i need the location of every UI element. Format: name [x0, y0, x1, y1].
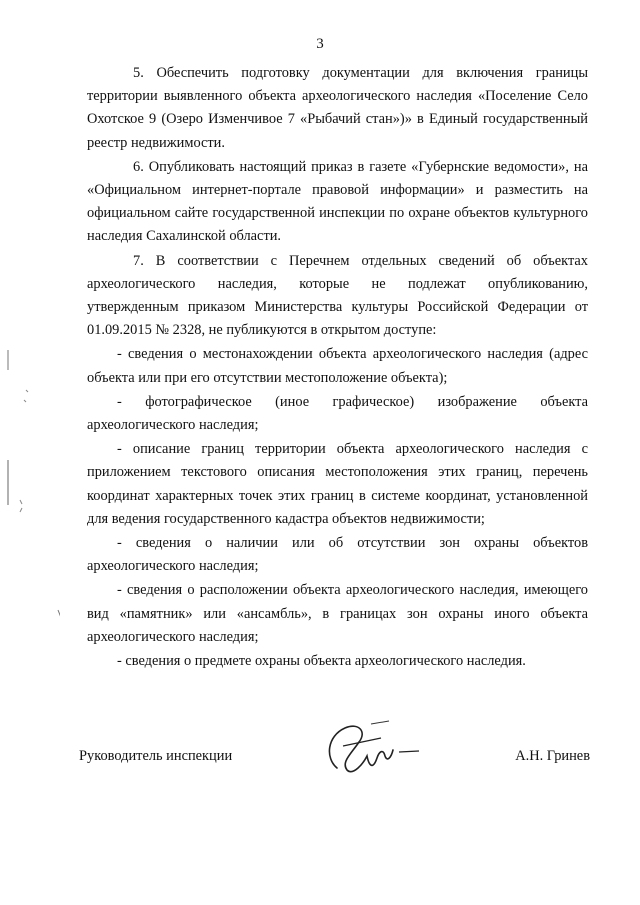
handwritten-signature	[307, 718, 423, 780]
paragraph-5: 5. Обеспечить подготовку документации для включения границы территории выявленного объекта археологического наследия «Поселение Село Охотское 9 (Озеро Изменчивое 7 «Рыбачий стан»)» в Единый государственный реестр недвижимости.	[87, 65, 588, 151]
paragraph-6: 6. Опубликовать настоящий приказ в газете «Губернские ведомости», на «Официальном интернет-портале правовой информации» и разместить на официальном сайте государственной инспекции по охране объектов культурного наследия Сахалинской области.	[87, 158, 588, 245]
signatory-name: А.Н. Гринев	[515, 748, 590, 764]
page-number: 3	[316, 36, 324, 52]
signature-block	[79, 748, 590, 788]
signatory-title: Руководитель инспекции	[79, 748, 233, 764]
list-item: - сведения о расположении объекта археологического наследия, имеющего вид «памятник» или «ансамбль», в границах зон охраны иного объекта археологического наследия;	[87, 582, 588, 645]
list-item: - сведения о предмете охраны объекта археологического наследия.	[117, 653, 526, 670]
list-item: - фотографическое (иное графическое) изображение объекта археологического наследия;	[87, 393, 588, 434]
document-body	[87, 62, 588, 673]
scan-margin-marks	[0, 330, 60, 630]
list-item: - сведения о местонахождении объекта археологического наследия (адрес объекта или при его отсутствии местоположение объекта);	[87, 346, 588, 386]
list-item: - сведения о наличии или об отсутствии зон охраны объектов археологического наследия;	[87, 535, 588, 575]
list-item: - описание границ территории объекта археологического наследия с приложением текстового описания местоположения этих границ, перечень координат характерных точек этих границ в системе координат, установленной для ведения государственного кадастра объектов недвижимости;	[87, 441, 588, 527]
paragraph-7: 7. В соответствии с Перечнем отдельных сведений об объектах археологического наследия, которые не подлежат опубликованию, утвержденным приказом Министерства культуры Российской Федерации от 01.09.2015 № 2328, не публикуются в открытом доступе:	[87, 252, 588, 339]
